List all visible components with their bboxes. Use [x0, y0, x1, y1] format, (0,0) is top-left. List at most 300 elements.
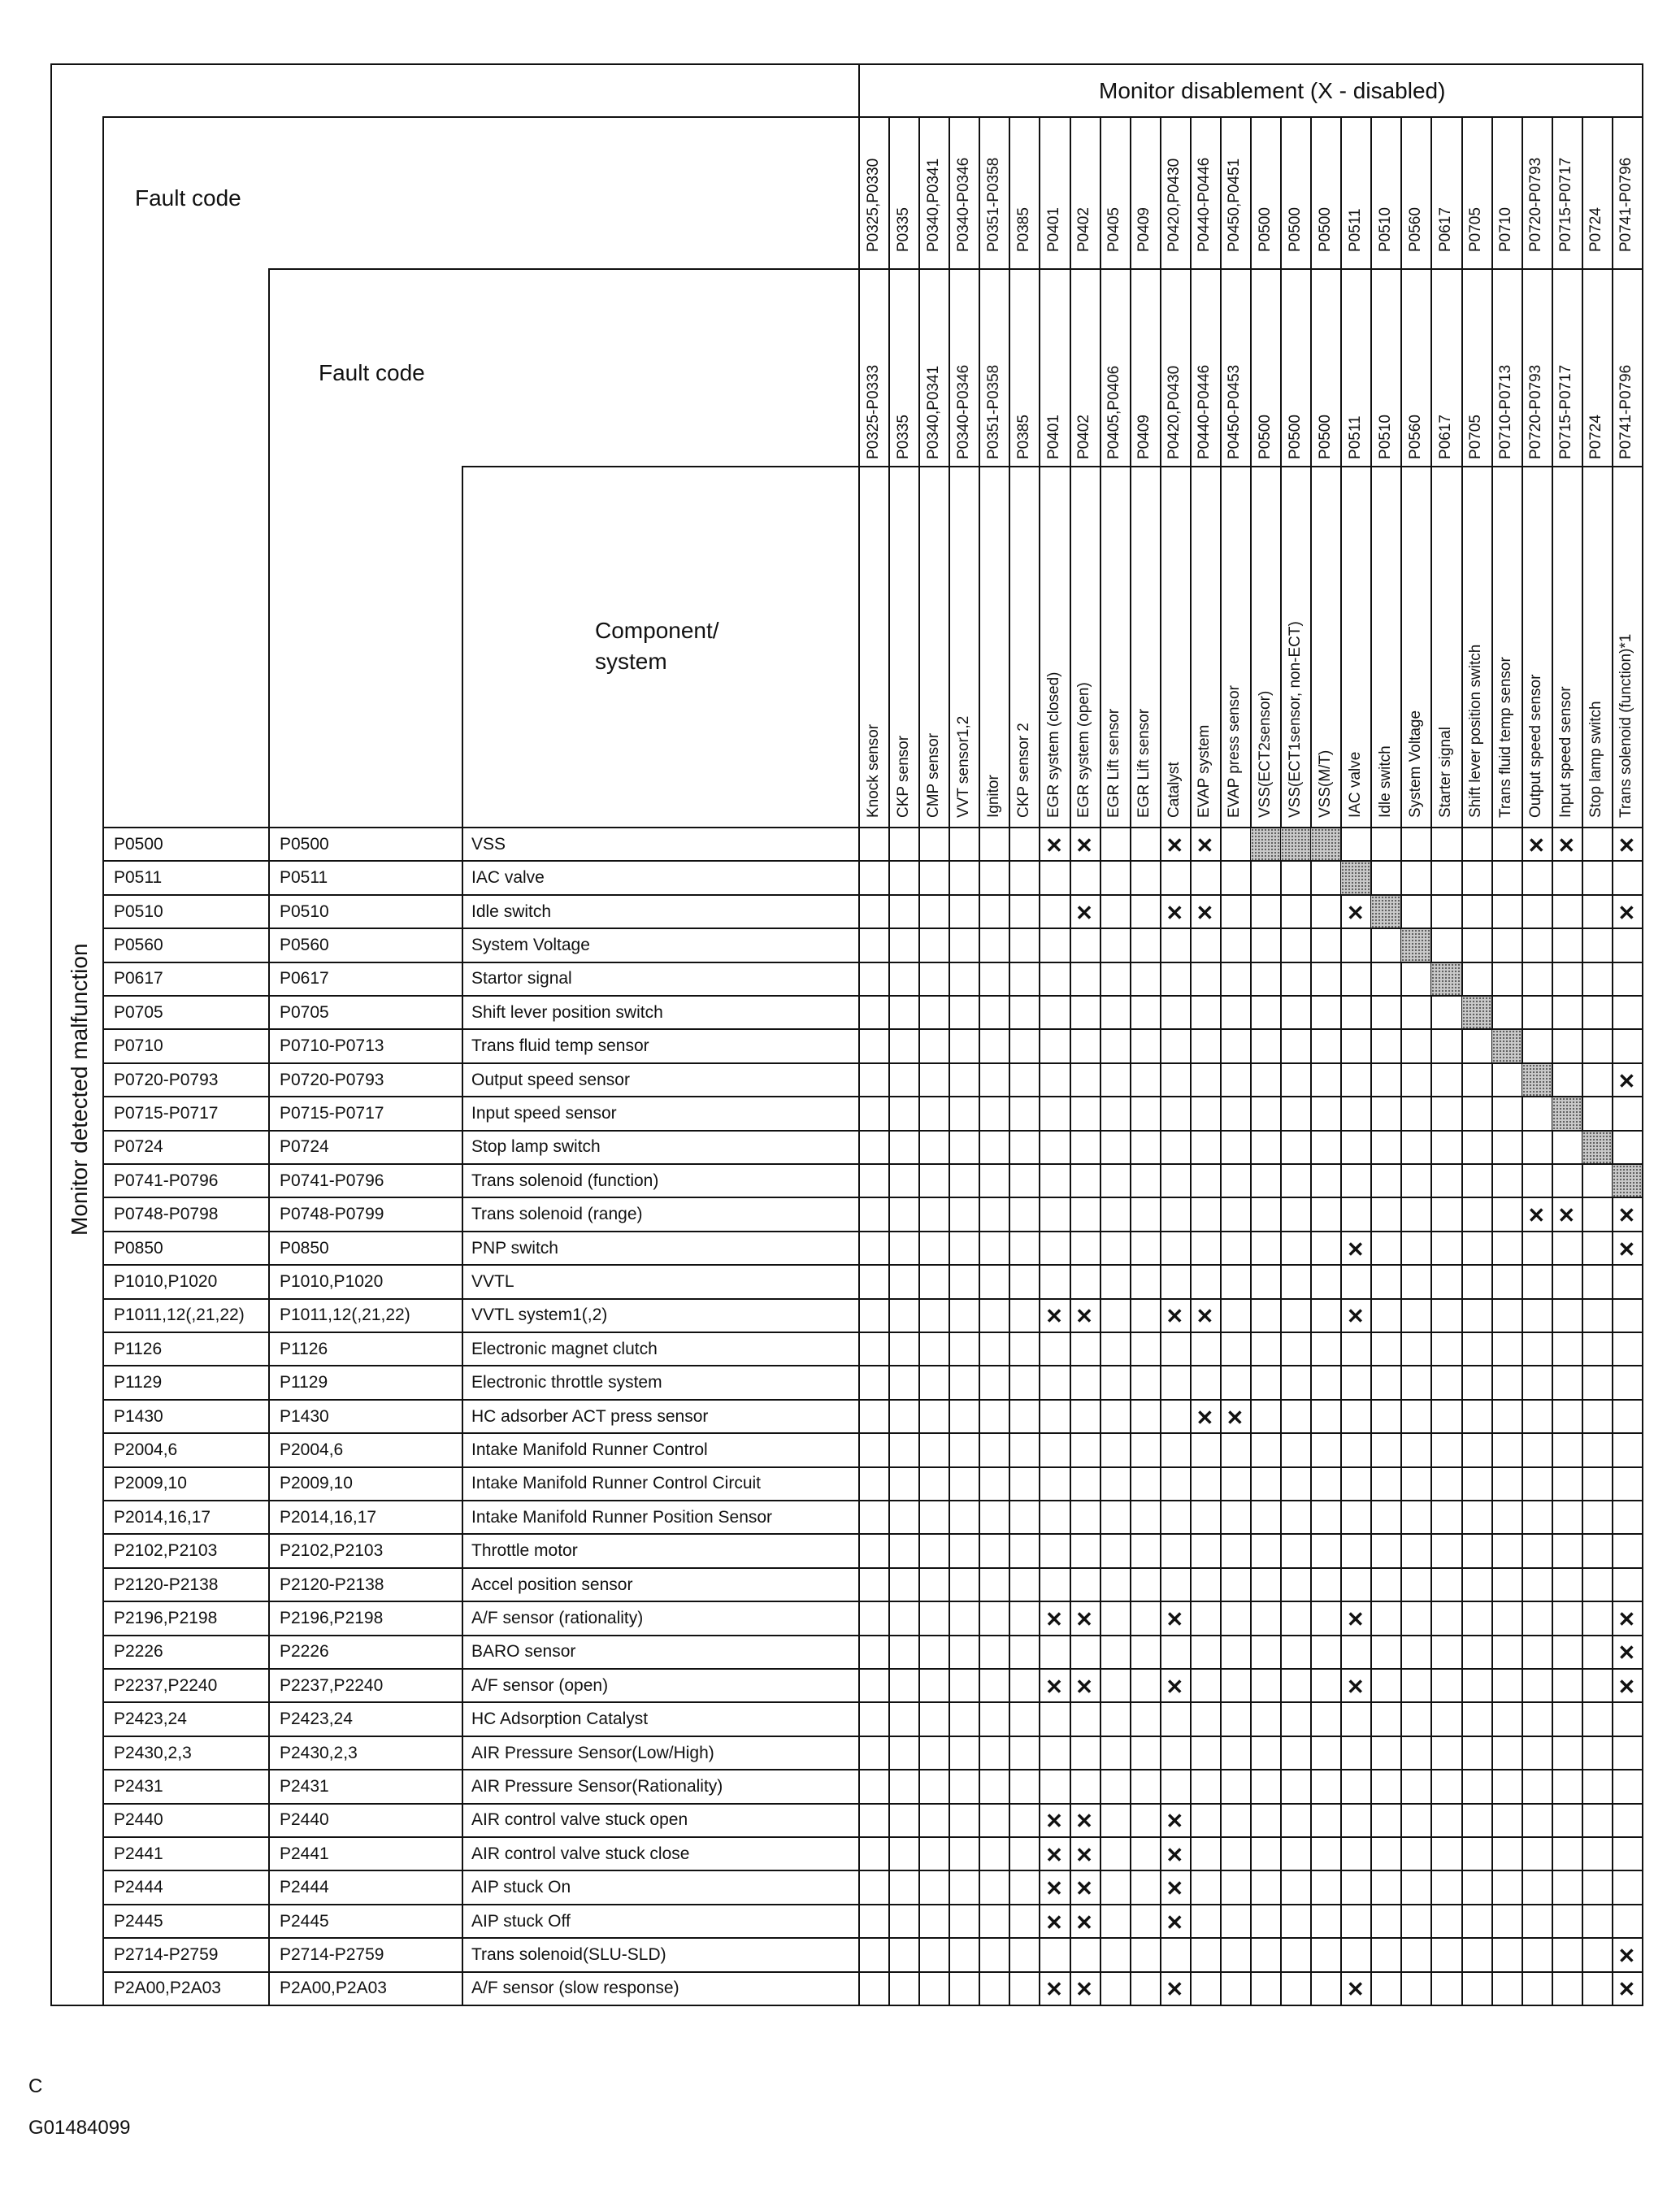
row-code-1: P1126: [114, 1339, 163, 1358]
disabled-mark: ✕: [1166, 900, 1184, 925]
row-component: Intake Manifold Runner Position Sensor: [471, 1507, 773, 1527]
row-line: [102, 1803, 1642, 1805]
column-component: Stop lamp switch: [1587, 701, 1605, 818]
row-code-2: P1430: [280, 1406, 329, 1426]
self-diagnosis-cell: [1462, 997, 1491, 1028]
disabled-mark: ✕: [1557, 832, 1576, 858]
disabled-mark: ✕: [1617, 1943, 1636, 1968]
column-code-2: P0340,P0341: [924, 365, 942, 459]
row-component: Trans solenoid(SLU-SLD): [471, 1944, 666, 1964]
column-code-1: P0724: [1587, 207, 1605, 252]
column-code-2: P0560: [1406, 415, 1424, 459]
column-line: [1250, 116, 1252, 2005]
disabled-mark: ✕: [1075, 832, 1093, 858]
disabled-mark: ✕: [1166, 832, 1184, 858]
row-code-2: P2714-P2759: [280, 1944, 384, 1964]
column-component: EGR Lift sensor: [1105, 708, 1123, 818]
column-code-2: P0705: [1467, 415, 1485, 459]
header-top-line: [102, 116, 858, 118]
disabled-mark: ✕: [1196, 900, 1214, 925]
row-line: [102, 995, 1642, 997]
disabled-mark: ✕: [1075, 1304, 1093, 1329]
disabled-mark: ✕: [1196, 1304, 1214, 1329]
row-component: Idle switch: [471, 901, 552, 921]
column-code-2: P0500: [1286, 415, 1304, 459]
column-code-2: P0405,P0406: [1105, 365, 1123, 459]
component-header-line1: Component/: [595, 618, 719, 643]
row-line: [102, 1500, 1642, 1501]
row-line: [102, 894, 1642, 896]
row-component: AIR Pressure Sensor(Low/High): [471, 1743, 714, 1762]
column-code-2: P0409: [1135, 415, 1153, 459]
row-component: Input speed sensor: [471, 1103, 617, 1123]
column-line: [888, 116, 890, 2005]
column-line: [979, 116, 980, 2005]
row-line: [102, 1298, 1642, 1300]
row-component: Intake Manifold Runner Control: [471, 1440, 708, 1459]
column-code-2: P0715-P0717: [1557, 364, 1575, 459]
column-line: [1430, 116, 1432, 2005]
column-line: [1280, 116, 1282, 2005]
column-code-1: P0401: [1045, 207, 1062, 252]
row-code-1: P2440: [114, 1810, 163, 1830]
row-code-2: P1011,12(,21,22): [280, 1306, 410, 1325]
column-line: [1400, 116, 1402, 2005]
row-code-2: P0724: [280, 1137, 329, 1157]
disabled-mark: ✕: [1166, 1674, 1184, 1699]
disabled-mark: ✕: [1075, 1674, 1093, 1699]
disabled-mark: ✕: [1075, 1809, 1093, 1834]
column-code-2: P0720-P0793: [1527, 364, 1545, 459]
row-code-2: P2445: [280, 1911, 329, 1931]
row-component: Accel position sensor: [471, 1575, 633, 1594]
row-component: Trans solenoid (function): [471, 1171, 659, 1190]
column-line: [1612, 116, 1613, 2005]
self-diagnosis-cell: [1431, 963, 1461, 995]
column-code-1: P0617: [1437, 207, 1454, 252]
row-code-2: P2A00,P2A03: [280, 1979, 387, 1998]
row-code-2: P0511: [280, 868, 328, 888]
row-code-1: P0617: [114, 969, 163, 988]
row-code-1: P0748-P0798: [114, 1205, 219, 1224]
column-code-2: P0325-P0333: [864, 364, 882, 459]
row-component: AIR Pressure Sensor(Rationality): [471, 1776, 723, 1796]
row-line: [102, 1701, 1642, 1703]
row-code-1: P0715-P0717: [114, 1103, 219, 1123]
row-component: VVTL system1(,2): [471, 1306, 608, 1325]
disabled-mark: ✕: [1045, 1809, 1063, 1834]
disabled-mark: ✕: [1166, 1809, 1184, 1834]
column-component: CMP sensor: [924, 732, 942, 818]
row-component: AIP stuck Off: [471, 1911, 571, 1931]
row-code-1: P0510: [114, 901, 163, 921]
column-line: [1070, 116, 1071, 2005]
row-code-1: P0560: [114, 935, 163, 954]
row-component: AIP stuck On: [471, 1878, 571, 1897]
row-component: Trans solenoid (range): [471, 1205, 643, 1224]
row-component: A/F sensor (slow response): [471, 1979, 679, 1998]
disabled-mark: ✕: [1346, 1606, 1365, 1631]
column-line: [1461, 116, 1463, 2005]
self-diagnosis-cell: [1281, 828, 1310, 860]
row-component: Startor signal: [471, 969, 572, 988]
column-code-1: P0511: [1346, 208, 1364, 252]
row-code-2: P2226: [280, 1642, 329, 1662]
row-code-2: P2444: [280, 1878, 329, 1897]
row-component: HC adsorber ACT press sensor: [471, 1406, 709, 1426]
row-code-2: P2237,P2240: [280, 1675, 384, 1695]
row-component: BARO sensor: [471, 1642, 576, 1662]
row-line: [102, 1028, 1642, 1030]
row-code-1: P0724: [114, 1137, 163, 1157]
self-diagnosis-cell: [1311, 828, 1340, 860]
self-diagnosis-cell: [1582, 1132, 1612, 1163]
disabled-mark: ✕: [1527, 832, 1546, 858]
row-code-1: P2423,24: [114, 1710, 187, 1729]
row-code-2: P2440: [280, 1810, 329, 1830]
fault-code-2-line: [268, 268, 1642, 270]
column-code-1: P0340,P0341: [924, 158, 942, 252]
row-code-1: P0511: [114, 868, 163, 888]
column-component: EVAP system: [1196, 724, 1213, 818]
column-code-1: P0325,P0330: [864, 158, 882, 252]
column-component: EGR system (closed): [1045, 671, 1062, 818]
row-code-1: P0720-P0793: [114, 1070, 219, 1089]
column-component: VSS(M/T): [1316, 749, 1334, 818]
column-code-2: P0500: [1256, 415, 1274, 459]
row-line: [102, 1163, 1642, 1165]
row-line: [102, 1971, 1642, 1973]
column-line: [1310, 116, 1312, 2005]
row-code-2: P0710-P0713: [280, 1036, 384, 1056]
row-line: [102, 1870, 1642, 1871]
column-component: Trans fluid temp sensor: [1497, 657, 1515, 818]
row-code-2: P2014,16,17: [280, 1507, 377, 1527]
disabled-mark: ✕: [1617, 1977, 1636, 2002]
row-component: Stop lamp switch: [471, 1137, 601, 1157]
row-code-1: P0705: [114, 1002, 163, 1022]
header-bottom-line: [102, 827, 1642, 828]
column-line: [1340, 116, 1342, 2005]
row-code-1: P1129: [114, 1373, 163, 1392]
column-component: EGR system (open): [1075, 682, 1093, 818]
disabled-mark: ✕: [1346, 1304, 1365, 1329]
self-diagnosis-cell: [1522, 1064, 1552, 1096]
column-code-1: P0405: [1105, 207, 1123, 252]
row-code-2: P0500: [280, 834, 329, 854]
row-line: [102, 1836, 1642, 1838]
disabled-mark: ✕: [1166, 1842, 1184, 1867]
row-code-1: P0741-P0796: [114, 1171, 219, 1190]
row-line: [102, 1264, 1642, 1266]
column-code-2: P0450-P0453: [1226, 364, 1244, 459]
column-code-2: P0617: [1437, 415, 1454, 459]
self-diagnosis-cell: [1251, 828, 1280, 860]
row-code-2: P2120-P2138: [280, 1575, 384, 1594]
disabled-mark: ✕: [1617, 832, 1636, 858]
column-code-1: P0560: [1406, 207, 1424, 252]
column-component: CKP sensor 2: [1014, 723, 1032, 818]
row-code-1: P2431: [114, 1776, 163, 1796]
row-component: Electronic magnet clutch: [471, 1339, 658, 1358]
row-code-1: P2444: [114, 1878, 163, 1897]
row-line: [102, 1231, 1642, 1232]
column-code-1: P0351-P0358: [984, 157, 1002, 252]
row-code-1: P2004,6: [114, 1440, 178, 1459]
row-component: PNP switch: [471, 1238, 558, 1258]
column-code-1: P0500: [1256, 207, 1274, 252]
disabled-mark: ✕: [1617, 1236, 1636, 1262]
column-line: [1370, 116, 1372, 2005]
row-code-1: P2120-P2138: [114, 1575, 219, 1594]
column-code-2: P0724: [1587, 415, 1605, 459]
row-code-2: P1126: [280, 1339, 328, 1358]
disabled-mark: ✕: [1617, 1068, 1636, 1093]
column-line: [1582, 116, 1583, 2005]
row-line: [102, 1432, 1642, 1434]
disabled-mark: ✕: [1045, 1674, 1063, 1699]
row-code-2: P2423,24: [280, 1710, 353, 1729]
row-code-1: P2102,P2103: [114, 1541, 218, 1561]
column-line: [1009, 116, 1010, 2005]
column-code-2: P0440-P0446: [1196, 364, 1213, 459]
column-component: Shift lever position switch: [1467, 644, 1485, 818]
row-component: Throttle motor: [471, 1541, 578, 1561]
grid-divider: [858, 63, 860, 2005]
row-code-2: P2431: [280, 1776, 329, 1796]
row-code-2: P1010,P1020: [280, 1271, 384, 1291]
row-code-1: P2237,P2240: [114, 1675, 218, 1695]
row-component: AIR control valve stuck open: [471, 1810, 688, 1830]
disabled-mark: ✕: [1075, 1606, 1093, 1631]
column-component: System Voltage: [1406, 710, 1424, 818]
column-code-2: P0511: [1346, 415, 1364, 459]
disabled-mark: ✕: [1527, 1203, 1546, 1228]
disabled-mark: ✕: [1346, 1674, 1365, 1699]
row-component: HC Adsorption Catalyst: [471, 1710, 649, 1729]
disabled-mark: ✕: [1166, 1304, 1184, 1329]
row-line: [102, 1736, 1642, 1737]
row-code-2: P0560: [280, 935, 329, 954]
column-line: [1160, 116, 1161, 2005]
fault-code-divider: [268, 268, 270, 2005]
column-code-1: P0409: [1135, 207, 1153, 252]
table-border-top: [50, 63, 1642, 65]
column-code-1: P0710: [1497, 207, 1515, 252]
disabled-mark: ✕: [1045, 832, 1063, 858]
row-line: [102, 1096, 1642, 1097]
self-diagnosis-cell: [1552, 1097, 1582, 1129]
column-component: VSS(ECT1sensor, non-ECT): [1286, 621, 1304, 818]
row-component: IAC valve: [471, 868, 545, 888]
column-component: EVAP press sensor: [1226, 685, 1244, 818]
disabled-mark: ✕: [1346, 900, 1365, 925]
row-code-2: P2430,2,3: [280, 1743, 358, 1762]
disabled-mark: ✕: [1346, 1977, 1365, 2002]
row-code-1: P2009,10: [114, 1474, 187, 1493]
self-diagnosis-cell: [1492, 1030, 1522, 1062]
disabled-mark: ✕: [1617, 1203, 1636, 1228]
column-code-1: P0741-P0796: [1617, 157, 1635, 252]
column-component: Knock sensor: [864, 723, 882, 818]
row-component: VSS: [471, 834, 506, 854]
disabled-mark: ✕: [1045, 1304, 1063, 1329]
fault-code-header-2: Fault code: [319, 360, 425, 385]
column-code-2: P0351-P0358: [984, 364, 1002, 459]
row-code-2: P1129: [280, 1373, 328, 1392]
row-code-1: P0500: [114, 834, 163, 854]
row-code-1: P2445: [114, 1911, 163, 1931]
row-component: Electronic throttle system: [471, 1373, 662, 1392]
fault-code-header-1: Fault code: [135, 185, 241, 211]
column-code-2: P0385: [1014, 415, 1032, 459]
column-component: Catalyst: [1166, 762, 1183, 818]
self-diagnosis-cell: [1341, 862, 1370, 893]
column-component: Ignitor: [984, 775, 1002, 818]
row-code-1: P2A00,P2A03: [114, 1979, 221, 1998]
column-component: VSS(ECT2sensor): [1256, 690, 1274, 818]
column-component: Trans solenoid (function)*1: [1617, 633, 1635, 818]
disabled-mark: ✕: [1617, 900, 1636, 925]
column-code-2: P0510: [1376, 415, 1394, 459]
side-label: Monitor detected malfunction: [67, 943, 92, 1236]
self-diagnosis-cell: [1613, 1165, 1642, 1197]
column-code-1: P0335: [894, 207, 912, 252]
row-code-1: P1430: [114, 1406, 163, 1426]
row-component: A/F sensor (rationality): [471, 1608, 644, 1627]
row-code-1: P1011,12(,21,22): [114, 1306, 245, 1325]
row-line: [102, 1635, 1642, 1636]
row-code-2: P2004,6: [280, 1440, 344, 1459]
disabled-mark: ✕: [1196, 1405, 1214, 1430]
column-code-1: P0720-P0793: [1527, 157, 1545, 252]
row-code-2: P2009,10: [280, 1474, 353, 1493]
row-code-1: P2714-P2759: [114, 1944, 219, 1964]
row-code-1: P0710: [114, 1036, 163, 1056]
column-code-1: P0340-P0346: [954, 157, 972, 252]
row-component: VVTL: [471, 1271, 514, 1291]
footer-figure-id: G01484099: [28, 2117, 131, 2139]
table-border-right: [1642, 63, 1643, 2005]
row-component: Trans fluid temp sensor: [471, 1036, 649, 1056]
row-component: AIR control valve stuck close: [471, 1844, 690, 1863]
disabled-mark: ✕: [1346, 1236, 1365, 1262]
disabled-mark: ✕: [1075, 1909, 1093, 1935]
column-code-2: P0741-P0796: [1617, 364, 1635, 459]
row-line: [102, 860, 1642, 862]
row-line: [102, 1769, 1642, 1770]
disabled-mark: ✕: [1617, 1640, 1636, 1666]
component-header-line: [462, 466, 1642, 467]
row-line: [102, 962, 1642, 963]
column-code-2: P0500: [1316, 415, 1334, 459]
column-code-1: P0385: [1014, 207, 1032, 252]
column-line: [1190, 116, 1192, 2005]
disabled-mark: ✕: [1226, 1405, 1244, 1430]
table-border-bottom: [50, 2005, 1643, 2006]
disabled-mark: ✕: [1075, 900, 1093, 925]
row-component: System Voltage: [471, 935, 590, 954]
column-line: [918, 116, 920, 2005]
column-component: VVT sensor1,2: [954, 715, 972, 818]
row-code-2: P0617: [280, 969, 329, 988]
row-line: [102, 1937, 1642, 1939]
column-component: CKP sensor: [894, 735, 912, 818]
row-code-1: P2441: [114, 1844, 163, 1863]
row-line: [102, 1399, 1642, 1401]
row-code-1: P0850: [114, 1238, 163, 1258]
column-component: Output speed sensor: [1527, 674, 1545, 818]
disabled-mark: ✕: [1045, 1842, 1063, 1867]
row-code-1: P2196,P2198: [114, 1608, 218, 1627]
column-component: EGR Lift sensor: [1135, 708, 1153, 818]
disabled-mark: ✕: [1617, 1606, 1636, 1631]
column-component: Starter signal: [1437, 727, 1454, 818]
row-code-2: P2102,P2103: [280, 1541, 384, 1561]
column-code-1: P0450,P0451: [1226, 158, 1244, 252]
row-component: A/F sensor (open): [471, 1675, 609, 1695]
disabled-mark: ✕: [1045, 1876, 1063, 1901]
row-code-2: P0705: [280, 1002, 329, 1022]
row-line: [102, 1601, 1642, 1602]
row-line: [102, 1130, 1642, 1132]
disabled-mark: ✕: [1166, 1909, 1184, 1935]
row-code-1: P2430,2,3: [114, 1743, 192, 1762]
column-component: Idle switch: [1376, 745, 1394, 818]
disabled-mark: ✕: [1045, 1977, 1063, 2002]
disabled-mark: ✕: [1557, 1203, 1576, 1228]
self-diagnosis-cell: [1371, 896, 1400, 928]
disabled-mark: ✕: [1075, 1842, 1093, 1867]
disabled-mark: ✕: [1166, 1606, 1184, 1631]
column-code-1: P0420,P0430: [1166, 158, 1183, 252]
row-code-2: P0720-P0793: [280, 1070, 384, 1089]
column-code-1: P0500: [1286, 207, 1304, 252]
column-code-1: P0500: [1316, 207, 1334, 252]
table-title: Monitor disablement (X - disabled): [1099, 78, 1446, 103]
disabled-mark: ✕: [1045, 1606, 1063, 1631]
row-line: [102, 1904, 1642, 1905]
column-code-1: P0440-P0446: [1196, 157, 1213, 252]
column-line: [1522, 116, 1523, 2005]
row-line: [102, 1668, 1642, 1670]
column-code-2: P0335: [894, 415, 912, 459]
column-line: [1100, 116, 1101, 2005]
row-code-1: P1010,P1020: [114, 1271, 218, 1291]
row-line: [102, 1567, 1642, 1569]
footer-letter: C: [28, 2075, 43, 2097]
row-line: [102, 1197, 1642, 1198]
table-border-left: [50, 63, 52, 2005]
disabled-mark: ✕: [1166, 1876, 1184, 1901]
row-line: [102, 1466, 1642, 1468]
side-label-divider: [102, 116, 104, 2005]
row-code-1: P2014,16,17: [114, 1507, 211, 1527]
row-code-2: P0741-P0796: [280, 1171, 384, 1190]
column-code-1: P0705: [1467, 207, 1485, 252]
column-line: [1220, 116, 1222, 2005]
row-code-2: P2196,P2198: [280, 1608, 384, 1627]
row-code-2: P0715-P0717: [280, 1103, 384, 1123]
self-diagnosis-cell: [1401, 929, 1430, 961]
column-code-2: P0402: [1075, 415, 1093, 459]
column-code-1: P0715-P0717: [1557, 157, 1575, 252]
row-component: Output speed sensor: [471, 1070, 630, 1089]
row-line: [102, 1365, 1642, 1366]
column-line: [1130, 116, 1131, 2005]
row-code-2: P2441: [280, 1844, 329, 1863]
row-component: Shift lever position switch: [471, 1002, 663, 1022]
